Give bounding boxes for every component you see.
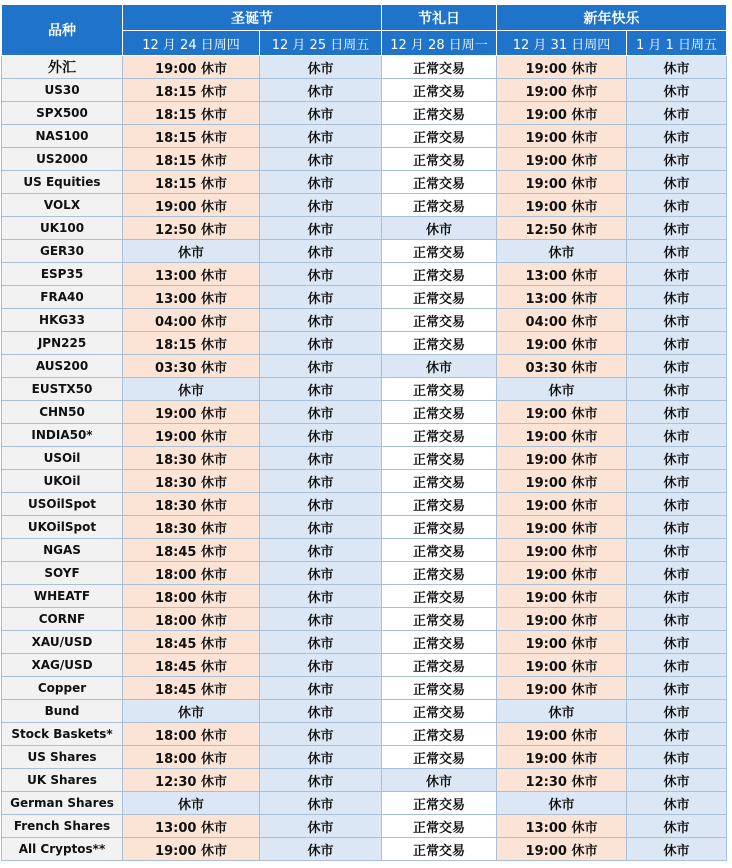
status-cell: 休市 xyxy=(260,447,382,470)
status-cell: 正常交易 xyxy=(382,424,497,447)
status-cell: 正常交易 xyxy=(382,148,497,171)
status-cell: 休市 xyxy=(260,56,382,79)
status-cell: 18:15 休市 xyxy=(123,125,260,148)
status-cell: 18:00 休市 xyxy=(123,723,260,746)
status-cell: 正常交易 xyxy=(382,493,497,516)
product-name-cell: INDIA50* xyxy=(2,424,123,447)
status-cell: 休市 xyxy=(260,608,382,631)
status-cell: 正常交易 xyxy=(382,56,497,79)
status-cell: 19:00 休市 xyxy=(497,654,627,677)
status-cell: 19:00 休市 xyxy=(497,401,627,424)
status-cell: 正常交易 xyxy=(382,700,497,723)
status-cell: 休市 xyxy=(260,700,382,723)
status-cell: 19:00 休市 xyxy=(497,194,627,217)
status-cell: 休市 xyxy=(627,631,727,654)
product-name-cell: AUS200 xyxy=(2,355,123,378)
product-name-cell: German Shares xyxy=(2,792,123,815)
status-cell: 18:15 休市 xyxy=(123,171,260,194)
status-cell: 休市 xyxy=(123,240,260,263)
table-row xyxy=(2,332,727,355)
date-header-dec28: 12 月 28 日周一 xyxy=(382,31,497,56)
status-cell: 休市 xyxy=(627,56,727,79)
status-cell: 休市 xyxy=(627,815,727,838)
status-cell: 休市 xyxy=(627,332,727,355)
status-cell: 休市 xyxy=(382,217,497,240)
status-cell: 19:00 休市 xyxy=(497,608,627,631)
status-cell: 18:45 休市 xyxy=(123,539,260,562)
table-row xyxy=(2,700,727,723)
status-cell: 休市 xyxy=(260,286,382,309)
status-cell: 13:00 休市 xyxy=(123,263,260,286)
table-row xyxy=(2,378,727,401)
table-row xyxy=(2,194,727,217)
status-cell: 正常交易 xyxy=(382,815,497,838)
status-cell: 13:00 休市 xyxy=(123,286,260,309)
status-cell: 休市 xyxy=(260,263,382,286)
product-name-cell: NAS100 xyxy=(2,125,123,148)
status-cell: 休市 xyxy=(627,263,727,286)
status-cell: 休市 xyxy=(260,677,382,700)
status-cell: 休市 xyxy=(627,217,727,240)
status-cell: 休市 xyxy=(260,838,382,861)
status-cell: 正常交易 xyxy=(382,401,497,424)
status-cell: 休市 xyxy=(627,562,727,585)
table-row xyxy=(2,562,727,585)
status-cell: 19:00 休市 xyxy=(497,125,627,148)
status-cell: 正常交易 xyxy=(382,125,497,148)
status-cell: 03:30 休市 xyxy=(497,355,627,378)
status-cell: 休市 xyxy=(260,516,382,539)
table-row xyxy=(2,815,727,838)
table-row xyxy=(2,470,727,493)
table-row xyxy=(2,401,727,424)
status-cell: 19:00 休市 xyxy=(123,56,260,79)
status-cell: 19:00 休市 xyxy=(497,470,627,493)
holiday-christmas-header: 圣诞节 xyxy=(123,5,382,31)
holiday-schedule-table xyxy=(1,4,727,861)
table-row xyxy=(2,746,727,769)
status-cell: 休市 xyxy=(627,769,727,792)
status-cell: 休市 xyxy=(627,608,727,631)
status-cell: 休市 xyxy=(123,378,260,401)
status-cell: 休市 xyxy=(260,194,382,217)
status-cell: 休市 xyxy=(627,723,727,746)
status-cell: 正常交易 xyxy=(382,263,497,286)
status-cell: 正常交易 xyxy=(382,838,497,861)
status-cell: 18:30 休市 xyxy=(123,493,260,516)
holiday-boxing-day-header: 节礼日 xyxy=(382,5,497,31)
status-cell: 休市 xyxy=(260,585,382,608)
product-name-cell: CHN50 xyxy=(2,401,123,424)
product-name-cell: UKOilSpot xyxy=(2,516,123,539)
status-cell: 18:30 休市 xyxy=(123,447,260,470)
product-name-cell: SPX500 xyxy=(2,102,123,125)
status-cell: 19:00 休市 xyxy=(497,79,627,102)
status-cell: 休市 xyxy=(260,815,382,838)
status-cell: 正常交易 xyxy=(382,746,497,769)
status-cell: 休市 xyxy=(260,171,382,194)
status-cell: 19:00 休市 xyxy=(123,194,260,217)
status-cell: 正常交易 xyxy=(382,332,497,355)
status-cell: 休市 xyxy=(123,700,260,723)
status-cell: 休市 xyxy=(260,102,382,125)
product-name-cell: XAG/USD xyxy=(2,654,123,677)
status-cell: 休市 xyxy=(260,470,382,493)
product-name-cell: US Equities xyxy=(2,171,123,194)
status-cell: 正常交易 xyxy=(382,309,497,332)
date-header-dec25: 12 月 25 日周五 xyxy=(260,31,382,56)
status-cell: 18:45 休市 xyxy=(123,631,260,654)
product-name-cell: JPN225 xyxy=(2,332,123,355)
status-cell: 19:00 休市 xyxy=(497,631,627,654)
status-cell: 19:00 休市 xyxy=(497,746,627,769)
status-cell: 19:00 休市 xyxy=(497,424,627,447)
status-cell: 18:00 休市 xyxy=(123,585,260,608)
table-row xyxy=(2,539,727,562)
status-cell: 正常交易 xyxy=(382,378,497,401)
status-cell: 休市 xyxy=(382,355,497,378)
status-cell: 休市 xyxy=(123,792,260,815)
status-cell: 18:30 休市 xyxy=(123,470,260,493)
product-name-cell: XAU/USD xyxy=(2,631,123,654)
status-cell: 休市 xyxy=(627,539,727,562)
status-cell: 休市 xyxy=(260,240,382,263)
status-cell: 休市 xyxy=(627,378,727,401)
status-cell: 休市 xyxy=(627,838,727,861)
status-cell: 休市 xyxy=(260,723,382,746)
table-row xyxy=(2,769,727,792)
product-name-cell: French Shares xyxy=(2,815,123,838)
status-cell: 正常交易 xyxy=(382,654,497,677)
status-cell: 13:00 休市 xyxy=(497,286,627,309)
status-cell: 03:30 休市 xyxy=(123,355,260,378)
status-cell: 休市 xyxy=(260,654,382,677)
product-name-cell: VOLX xyxy=(2,194,123,217)
table-row xyxy=(2,240,727,263)
table-row xyxy=(2,677,727,700)
status-cell: 18:00 休市 xyxy=(123,608,260,631)
status-cell: 18:15 休市 xyxy=(123,148,260,171)
table-body xyxy=(2,56,727,861)
status-cell: 正常交易 xyxy=(382,447,497,470)
table-row xyxy=(2,585,727,608)
product-name-cell: US30 xyxy=(2,79,123,102)
status-cell: 休市 xyxy=(627,493,727,516)
status-cell: 休市 xyxy=(260,539,382,562)
status-cell: 休市 xyxy=(627,746,727,769)
product-name-cell: WHEATF xyxy=(2,585,123,608)
status-cell: 18:45 休市 xyxy=(123,654,260,677)
status-cell: 正常交易 xyxy=(382,240,497,263)
status-cell: 休市 xyxy=(627,401,727,424)
status-cell: 休市 xyxy=(260,424,382,447)
product-name-cell: HKG33 xyxy=(2,309,123,332)
status-cell: 休市 xyxy=(627,677,727,700)
table-row xyxy=(2,217,727,240)
status-cell: 休市 xyxy=(627,355,727,378)
date-header-jan1: 1 月 1 日周五 xyxy=(627,31,727,56)
status-cell: 19:00 休市 xyxy=(497,677,627,700)
product-name-cell: Copper xyxy=(2,677,123,700)
status-cell: 正常交易 xyxy=(382,562,497,585)
table-header xyxy=(2,5,727,56)
status-cell: 休市 xyxy=(260,148,382,171)
status-cell: 04:00 休市 xyxy=(497,309,627,332)
status-cell: 休市 xyxy=(497,240,627,263)
status-cell: 12:30 休市 xyxy=(497,769,627,792)
status-cell: 19:00 休市 xyxy=(497,516,627,539)
table-row xyxy=(2,493,727,516)
product-name-cell: US Shares xyxy=(2,746,123,769)
product-name-cell: Bund xyxy=(2,700,123,723)
status-cell: 休市 xyxy=(260,493,382,516)
table-row xyxy=(2,171,727,194)
table-row xyxy=(2,723,727,746)
status-cell: 休市 xyxy=(627,424,727,447)
product-name-cell: US2000 xyxy=(2,148,123,171)
status-cell: 休市 xyxy=(260,769,382,792)
status-cell: 19:00 休市 xyxy=(123,838,260,861)
status-cell: 12:30 休市 xyxy=(123,769,260,792)
status-cell: 19:00 休市 xyxy=(497,171,627,194)
status-cell: 休市 xyxy=(497,378,627,401)
product-name-cell: USOilSpot xyxy=(2,493,123,516)
status-cell: 正常交易 xyxy=(382,608,497,631)
status-cell: 休市 xyxy=(260,401,382,424)
status-cell: 正常交易 xyxy=(382,539,497,562)
header-row-holidays xyxy=(2,5,727,31)
product-name-cell: GER30 xyxy=(2,240,123,263)
status-cell: 18:15 休市 xyxy=(123,332,260,355)
status-cell: 19:00 休市 xyxy=(497,102,627,125)
status-cell: 休市 xyxy=(627,171,727,194)
status-cell: 正常交易 xyxy=(382,585,497,608)
status-cell: 正常交易 xyxy=(382,102,497,125)
status-cell: 休市 xyxy=(497,792,627,815)
product-name-cell: UKOil xyxy=(2,470,123,493)
status-cell: 休市 xyxy=(260,309,382,332)
status-cell: 休市 xyxy=(627,102,727,125)
table-row xyxy=(2,263,727,286)
status-cell: 休市 xyxy=(627,516,727,539)
status-cell: 休市 xyxy=(260,378,382,401)
table-row xyxy=(2,608,727,631)
status-cell: 19:00 休市 xyxy=(497,56,627,79)
status-cell: 休市 xyxy=(627,286,727,309)
status-cell: 19:00 休市 xyxy=(497,332,627,355)
table-row xyxy=(2,286,727,309)
table-row xyxy=(2,102,727,125)
status-cell: 休市 xyxy=(627,447,727,470)
status-cell: 休市 xyxy=(627,309,727,332)
status-cell: 19:00 休市 xyxy=(497,447,627,470)
status-cell: 19:00 休市 xyxy=(497,493,627,516)
status-cell: 12:50 休市 xyxy=(123,217,260,240)
status-cell: 19:00 休市 xyxy=(497,539,627,562)
status-cell: 19:00 休市 xyxy=(497,723,627,746)
table-row xyxy=(2,309,727,332)
status-cell: 休市 xyxy=(627,79,727,102)
status-cell: 休市 xyxy=(627,470,727,493)
status-cell: 19:00 休市 xyxy=(497,562,627,585)
product-name-cell: FRA40 xyxy=(2,286,123,309)
status-cell: 正常交易 xyxy=(382,792,497,815)
product-name-cell: 外汇 xyxy=(2,56,123,79)
status-cell: 04:00 休市 xyxy=(123,309,260,332)
table-row xyxy=(2,56,727,79)
status-cell: 休市 xyxy=(260,562,382,585)
status-cell: 19:00 休市 xyxy=(123,424,260,447)
status-cell: 休市 xyxy=(260,125,382,148)
status-cell: 休市 xyxy=(627,585,727,608)
status-cell: 18:15 休市 xyxy=(123,79,260,102)
product-name-cell: SOYF xyxy=(2,562,123,585)
table-row xyxy=(2,516,727,539)
table-row xyxy=(2,838,727,861)
status-cell: 休市 xyxy=(627,792,727,815)
status-cell: 休市 xyxy=(260,332,382,355)
status-cell: 正常交易 xyxy=(382,470,497,493)
table-row xyxy=(2,792,727,815)
table-row xyxy=(2,447,727,470)
table-row xyxy=(2,654,727,677)
status-cell: 19:00 休市 xyxy=(123,401,260,424)
status-cell: 19:00 休市 xyxy=(497,148,627,171)
status-cell: 正常交易 xyxy=(382,79,497,102)
status-cell: 休市 xyxy=(627,194,727,217)
status-cell: 休市 xyxy=(627,654,727,677)
status-cell: 休市 xyxy=(627,125,727,148)
status-cell: 休市 xyxy=(260,746,382,769)
product-name-cell: USOil xyxy=(2,447,123,470)
table-row xyxy=(2,355,727,378)
table-row xyxy=(2,424,727,447)
status-cell: 休市 xyxy=(382,769,497,792)
status-cell: 休市 xyxy=(260,792,382,815)
product-name-cell: CORNF xyxy=(2,608,123,631)
table-row xyxy=(2,631,727,654)
status-cell: 休市 xyxy=(260,631,382,654)
date-header-dec31: 12 月 31 日周四 xyxy=(497,31,627,56)
status-cell: 18:15 休市 xyxy=(123,102,260,125)
product-name-cell: UK100 xyxy=(2,217,123,240)
status-cell: 13:00 休市 xyxy=(497,263,627,286)
product-name-cell: EUSTX50 xyxy=(2,378,123,401)
status-cell: 13:00 休市 xyxy=(497,815,627,838)
table-row xyxy=(2,148,727,171)
status-cell: 正常交易 xyxy=(382,631,497,654)
status-cell: 19:00 休市 xyxy=(497,838,627,861)
status-cell: 18:00 休市 xyxy=(123,746,260,769)
product-column-header: 品种 xyxy=(2,5,123,56)
product-name-cell: NGAS xyxy=(2,539,123,562)
status-cell: 18:30 休市 xyxy=(123,516,260,539)
status-cell: 正常交易 xyxy=(382,516,497,539)
status-cell: 正常交易 xyxy=(382,286,497,309)
status-cell: 休市 xyxy=(260,79,382,102)
status-cell: 正常交易 xyxy=(382,677,497,700)
status-cell: 18:45 休市 xyxy=(123,677,260,700)
status-cell: 休市 xyxy=(627,700,727,723)
status-cell: 休市 xyxy=(627,148,727,171)
status-cell: 正常交易 xyxy=(382,171,497,194)
status-cell: 正常交易 xyxy=(382,194,497,217)
status-cell: 13:00 休市 xyxy=(123,815,260,838)
status-cell: 休市 xyxy=(260,355,382,378)
holiday-new-year-header: 新年快乐 xyxy=(497,5,727,31)
product-name-cell: Stock Baskets* xyxy=(2,723,123,746)
status-cell: 休市 xyxy=(627,240,727,263)
table-row xyxy=(2,125,727,148)
status-cell: 18:00 休市 xyxy=(123,562,260,585)
status-cell: 休市 xyxy=(497,700,627,723)
date-header-dec24: 12 月 24 日周四 xyxy=(123,31,260,56)
table-row xyxy=(2,79,727,102)
product-name-cell: All Cryptos** xyxy=(2,838,123,861)
status-cell: 休市 xyxy=(260,217,382,240)
status-cell: 12:50 休市 xyxy=(497,217,627,240)
status-cell: 19:00 休市 xyxy=(497,585,627,608)
product-name-cell: UK Shares xyxy=(2,769,123,792)
product-name-cell: ESP35 xyxy=(2,263,123,286)
status-cell: 正常交易 xyxy=(382,723,497,746)
